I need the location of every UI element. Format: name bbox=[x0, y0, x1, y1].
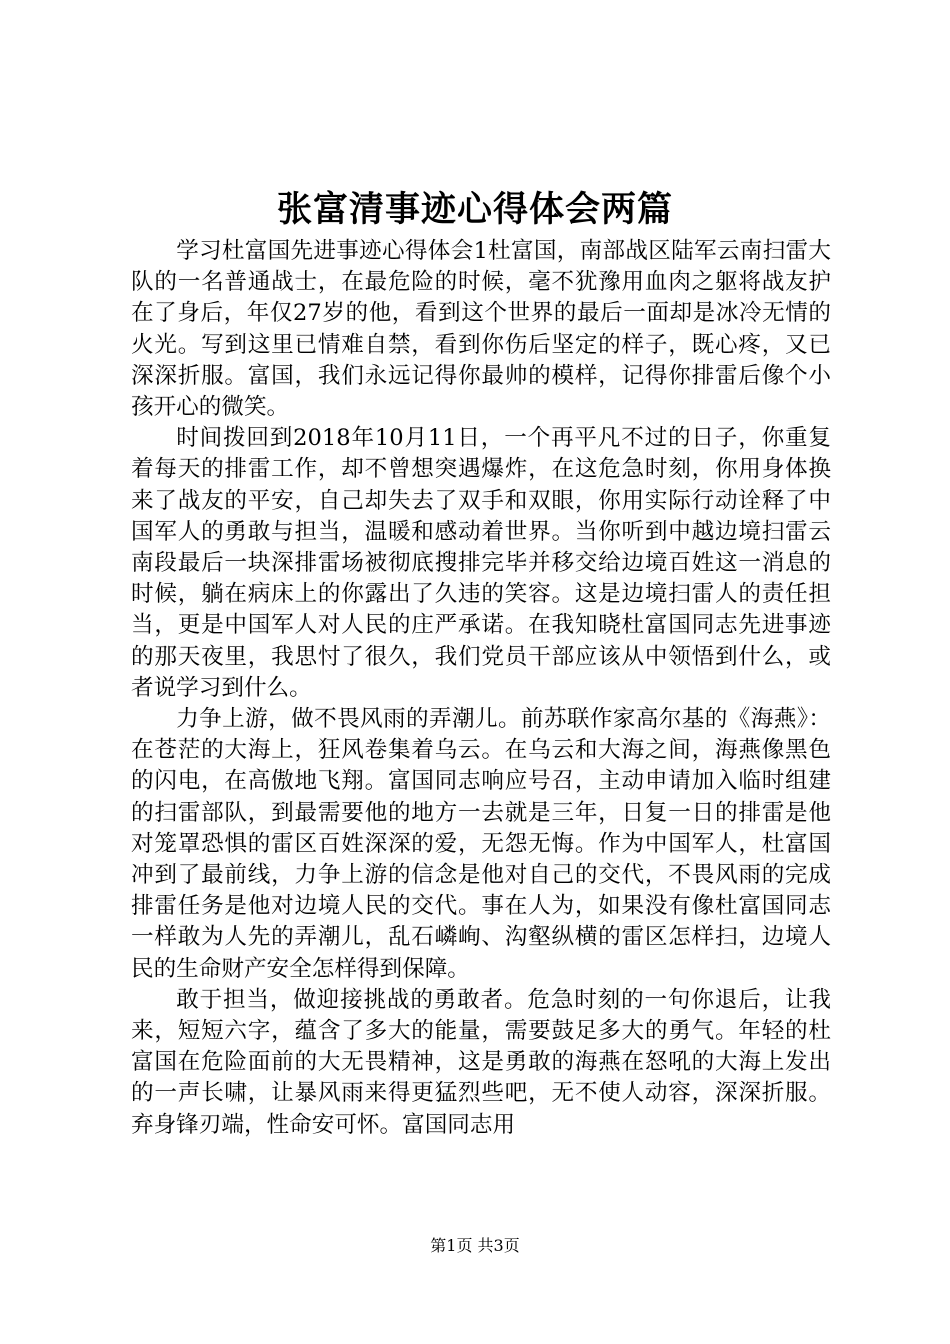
paragraph: 敢于担当，做迎接挑战的勇敢者。危急时刻的一句你退后，让我来，短短六字，蕴含了多大的能量，需要鼓足多大的勇气。年轻的杜富国在危险面前的大无畏精神，这是勇敢的海燕在怒吼的大海上发出的一声长啸，让暴风雨来得更猛烈些吧，无不使人动容，深深折服。弃身锋刃端，性命安可怀。富国同志用 bbox=[131, 986, 831, 1138]
paragraph: 时间拨回到2018年10月11日，一个再平凡不过的日子，你重复着每天的排雷工作，却不曾想突遇爆炸，在这危急时刻，你用身体换来了战友的平安，自己却失去了双手和双眼，你用实际行动诠释了中国军人的勇敢与担当，温暖和感动着世界。当你听到中越边境扫雷云南段最后一块深排雷场被彻底搜排完毕并移交给边境百姓这一消息的时候，躺在病床上的你露出了久违的笑容。这是边境扫雷人的责任担当，更是中国军人对人民的庄严承诺。在我知晓杜富国同志先进事迹的那天夜里，我思忖了很久，我们党员干部应该从中领悟到什么，或者说学习到什么。 bbox=[131, 425, 831, 701]
paragraph: 学习杜富国先进事迹心得体会1杜富国，南部战区陆军云南扫雷大队的一名普通战士，在最危险的时候，毫不犹豫用血肉之躯将战友护在了身后，年仅27岁的他，看到这个世界的最后一面却是冰冷无情的火光。写到这里已情难自禁，看到你伤后坚定的样子，既心疼，又已深深折服。富国，我们永远记得你最帅的模样，记得你排雷后像个小孩开心的微笑。 bbox=[131, 238, 831, 421]
paragraph: 力争上游，做不畏风雨的弄潮儿。前苏联作家高尔基的《海燕》：在苍茫的大海上，狂风卷集着乌云。在乌云和大海之间，海燕像黑色的闪电，在高傲地飞翔。富国同志响应号召，主动申请加入临时组建的扫雷部队，到最需要他的地方一去就是三年，日复一日的排雷是他对笼罩恐惧的雷区百姓深深的爱，无怨无悔。作为中国军人，杜富国冲到了最前线，力争上游的信念是他对自己的交代，不畏风雨的完成排雷任务是他对边境人民的交代。事在人为，如果没有像杜富国同志一样敢为人先的弄潮儿，乱石嶙峋、沟壑纵横的雷区怎样扫，边境人民的生命财产安全怎样得到保障。 bbox=[131, 706, 831, 982]
document-body bbox=[131, 236, 831, 1141]
document-title: 张富清事迹心得体会两篇 bbox=[276, 189, 673, 230]
page-number-footer: 第1页 共3页 bbox=[430, 1236, 520, 1255]
